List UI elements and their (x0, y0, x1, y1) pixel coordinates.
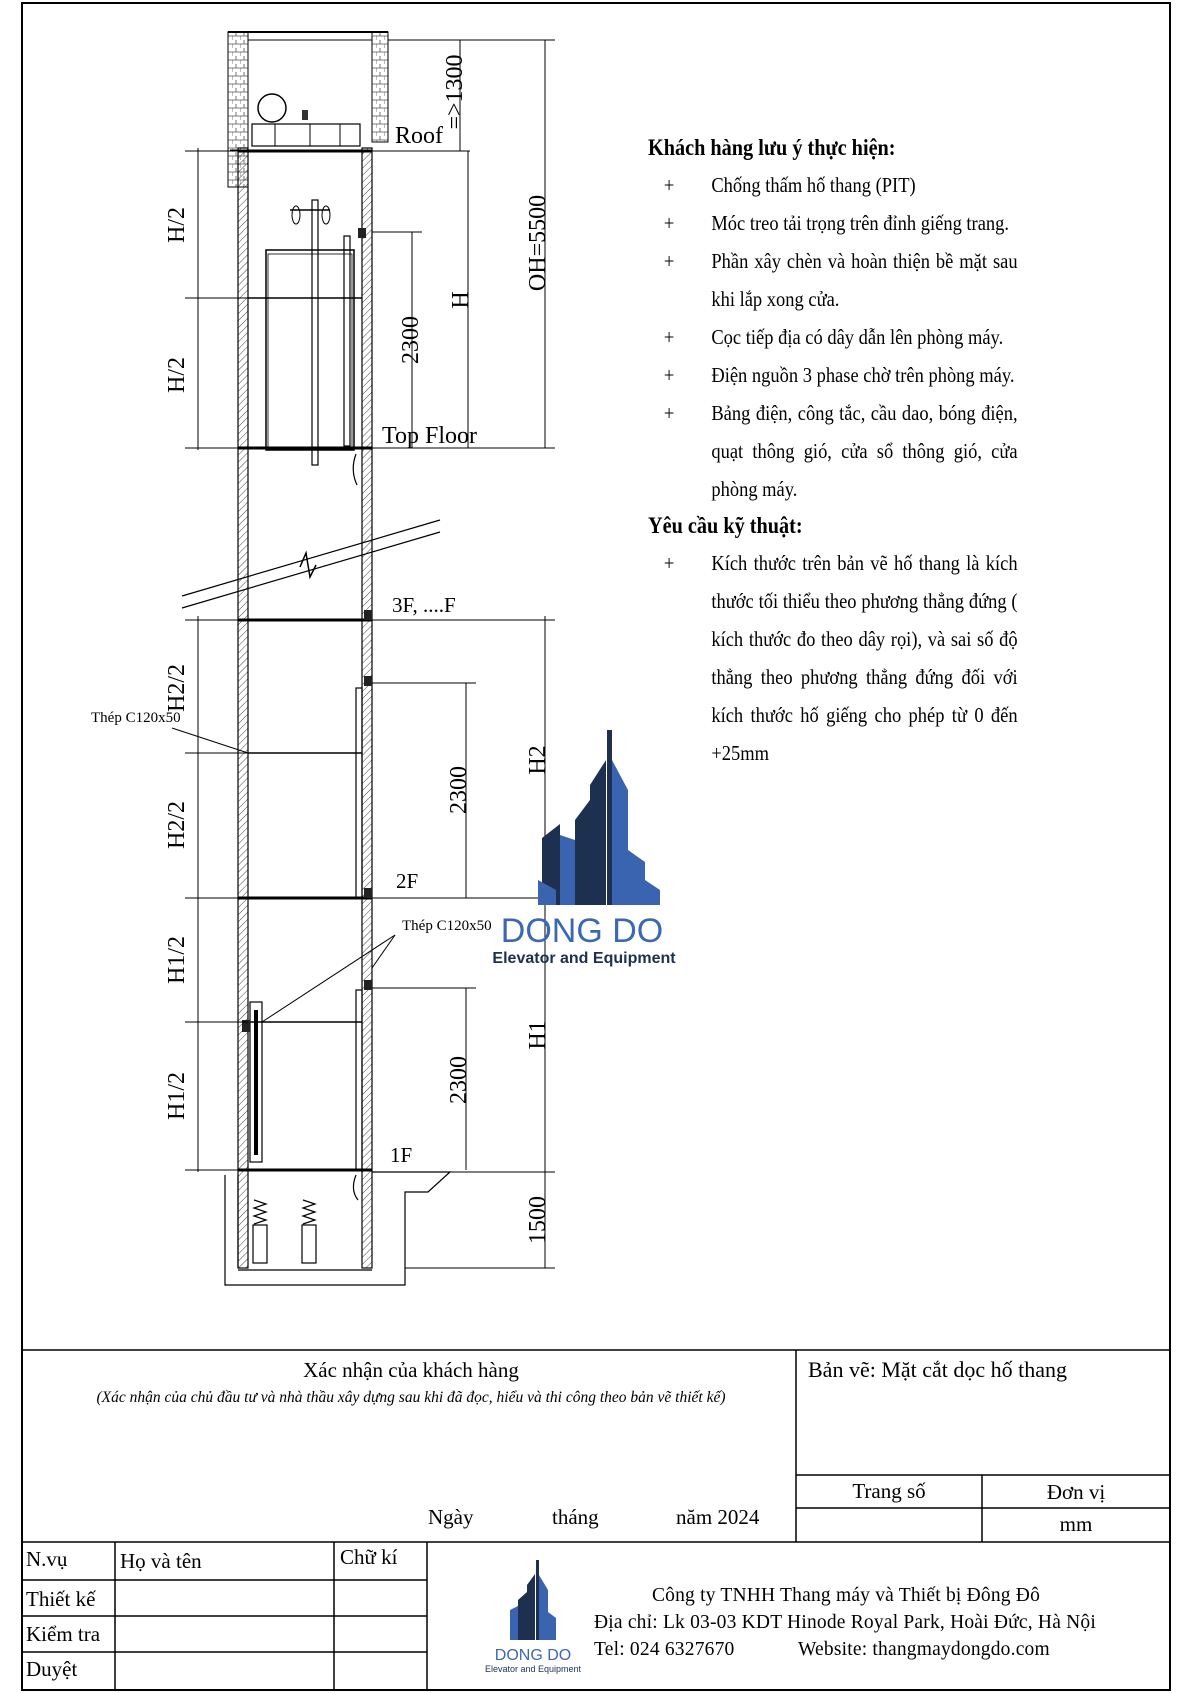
note-text: Phần xây chèn và hoàn thiện bề mặt sau khi lắp xong cửa. (711, 249, 1018, 311)
dim-h-half-1: H/2 (164, 207, 190, 243)
company-website: Website: thangmaydongdo.com (798, 1639, 1050, 1660)
unit-label: Đơn vị (1046, 1480, 1106, 1504)
motor-icon (258, 94, 286, 122)
col-sign: Chữ kí (340, 1545, 398, 1569)
bullet-plus: + (663, 325, 675, 349)
note-item (648, 242, 1018, 318)
customer-confirmation-title: Xác nhận của khách hàng (303, 1358, 519, 1382)
note-item (648, 166, 1018, 204)
bullet-plus: + (663, 211, 675, 235)
page-label: Trang số (852, 1479, 926, 1503)
machine-base (252, 124, 360, 146)
note-text: Bảng điện, công tắc, cầu dao, bóng điện, quạt thông gió, cửa sổ thông gió, cửa phòng máy. (711, 401, 1018, 501)
note-item (648, 356, 1018, 394)
dim-pit: 1500 (525, 1196, 551, 1244)
note-item (648, 544, 1018, 772)
steel-label-right: Thép C120x50 (402, 918, 492, 934)
company-tel: Tel: 024 6327670 (594, 1639, 735, 1660)
label-floor-1: 1F (390, 1143, 413, 1167)
dim-h2: H2 (525, 745, 551, 775)
note-text: Cọc tiếp địa có dây dẫn lên phòng máy. (711, 325, 1004, 349)
dim-overhead: =>1300 (442, 54, 468, 130)
dim-h1-half-2: H1/2 (164, 1072, 190, 1120)
elevator-car (266, 250, 354, 450)
note-text: Móc treo tải trọng trên đỉnh giếng trang. (711, 211, 1010, 235)
shaft-wall-right (362, 148, 372, 1268)
bullet-plus: + (663, 249, 675, 273)
dim-h1-half-1: H1/2 (164, 936, 190, 984)
note-text: Chống thấm hố thang (PIT) (711, 173, 916, 197)
unit-value: mm (1059, 1512, 1093, 1536)
dim-door-bottom: 2300 (446, 1056, 472, 1104)
dim-h1: H1 (525, 1020, 551, 1050)
dim-door-mid: 2300 (446, 766, 472, 814)
date-month: tháng (552, 1505, 599, 1529)
label-roof: Roof (395, 123, 443, 149)
col-name: Họ và tên (120, 1549, 202, 1573)
bullet-plus: + (663, 401, 675, 425)
company-logo-small (485, 1560, 582, 1674)
drawing-name: Bản vẽ: Mặt cắt dọc hố thang (808, 1357, 1068, 1382)
row-check: Kiểm tra (26, 1622, 101, 1646)
bullet-plus: + (663, 363, 675, 387)
logo-tagline: Elevator and Equipment (492, 950, 676, 967)
dim-oh: OH=5500 (525, 194, 551, 292)
door-panel-bottom (356, 990, 362, 1170)
date-year: năm 2024 (676, 1505, 760, 1529)
small-logo-name: DONG DO (494, 1647, 572, 1664)
logo-name: DONG DO (500, 912, 664, 950)
requirements-notes (648, 130, 1018, 772)
note-item (648, 204, 1018, 242)
bullet-plus: + (663, 551, 675, 575)
customer-confirmation-subtitle: (Xác nhận của chủ đầu tư và nhà thầu xây dựng sau khi đã đọc, hiểu và thi công theo bản vẽ thiết kế) (96, 1389, 726, 1406)
col-role: N.vụ (26, 1547, 68, 1571)
dim-door-top: 2300 (398, 316, 424, 364)
label-top-floor: Top Floor (382, 423, 477, 449)
note-text: Kích thước trên bản vẽ hố thang là kích thước tối thiểu theo phương thẳng đứng ( kích thước đo theo dây rọi), và sai số độ thẳng theo phương thẳng đứng đối với kích thước hố giếng cho phép từ 0 đến +25mm (711, 551, 1018, 765)
row-design: Thiết kế (26, 1587, 96, 1611)
note-item (648, 394, 1018, 508)
shaft-wall-left (238, 148, 248, 1268)
note-item (648, 318, 1018, 356)
door-panel-mid (356, 688, 362, 898)
note-text: Điện nguồn 3 phase chờ trên phòng máy. (711, 363, 1015, 387)
brick-wall-right (372, 32, 388, 142)
dim-h2-half-1: H2/2 (164, 664, 190, 712)
dim-h: H (448, 291, 474, 309)
row-approve: Duyệt (26, 1657, 78, 1681)
door-dimension (372, 232, 476, 1170)
steel-label-left: Thép C120x50 (91, 710, 181, 726)
car-sling (312, 200, 318, 465)
date-day: Ngày (428, 1505, 474, 1529)
section2-title: Yêu cầu kỹ thuật: (648, 513, 803, 538)
small-logo-tagline: Elevator and Equipment (484, 1664, 582, 1674)
company-name: Công ty TNHH Thang máy và Thiết bị Đông Đô (651, 1585, 1041, 1606)
section1-title: Khách hàng lưu ý thực hiện: (648, 135, 896, 160)
label-floor-2: 2F (396, 869, 419, 893)
buffer-icon (253, 1200, 316, 1263)
label-floor-3: 3F, ....F (392, 593, 456, 617)
dim-h-half-2: H/2 (164, 357, 190, 393)
dim-h2-half-2: H2/2 (164, 801, 190, 849)
bullet-plus: + (663, 173, 675, 197)
company-address: Địa chỉ: Lk 03-03 KDT Hinode Royal Park, Hoài Đức, Hà Nội (594, 1612, 1096, 1633)
door-panel-top (344, 236, 350, 446)
